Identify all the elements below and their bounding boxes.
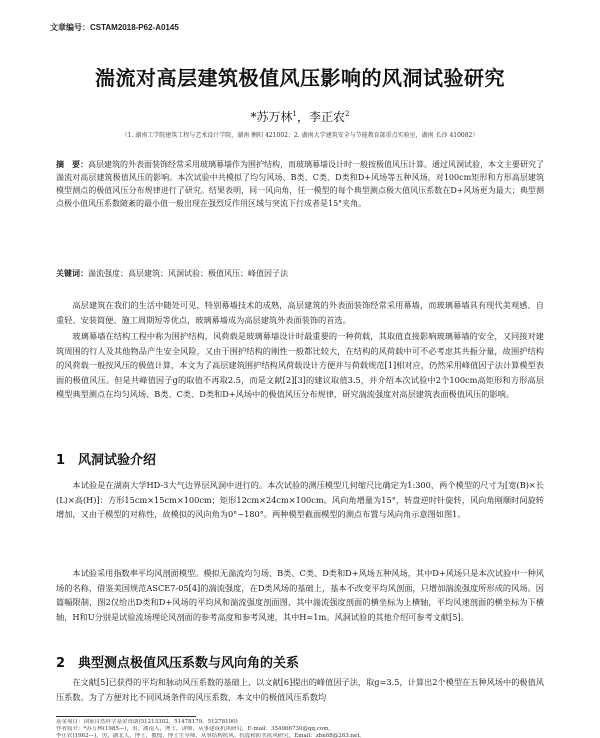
author-separator: ， [296,110,309,124]
section2-paragraph-1: 在文献[5]已获得的平均和脉动风压系数的基础上，以文献[6]提出的峰值因子法，取g=3.5，计算出2个模型在五种风场中的极值风压系数。为了方便对比不同风场条件的风压系数，本文中的极值风压系数均 [56,677,544,702]
author-name: 苏万林 [256,110,293,124]
article-number: 文章编号：CSTAM2018-P62-A0145 [50,23,179,32]
keywords-label: 关键词： [56,268,88,278]
footnote-rule [56,716,196,717]
section1-paragraph-2: 本试验采用指数率平均风剖面模型。模拟无湍流均匀场、B类、C类、D类和D+风场五种风场，其中D+风场只是本次试验中一种风场的名称，借鉴美国规范ASCE7-05[4]的湍流强度，在D类风场的基础上，基本不改变平均风剖面，只增加湍流强度所形成的风场。因篇幅限制，图2仅给出D类和D+风场的平均风和湍流强度剖面图，其中湍流强度剖面的横坐标为上横轴，平均风速剖面的横坐标为下横轴，H和U分别是试验流场理论风剖面的参考高度和参考风速，其中H=1m。风洞试验的其他介绍可参考文献[5]。 [56,568,544,622]
section-number: 1 [56,453,66,468]
author-mark: * [250,110,257,124]
intro-paragraph-2: 玻璃幕墙在结构工程中称为围护结构，风荷载是玻璃幕墙设计时最重要的一种荷载，其取值直接影响玻璃幕墙的安全，又同接对建筑周围的行人及其他物品产生安全风险，又由于围护结构的刚性一般都比较大，在结构的风荷载中可不必考虑其共振分量，故围护结构的风荷载一般按风压的极值计算，本文为了高层建筑围护结构风荷载设计方便并与荷载规范[1]相对应，仍然采用峰值因子法计算模型表面的极值风压。但是共峰值因子g的取值不再取2.5，而是文献[2][3]的建议取值3.5，并介绍本次试验中2个100cm高矩形和方形高层模型典型测点在均匀风场、B类、C类、D类和D+风场中的极值风压分布规律，研究湍流强度对高层建筑表面极值风压的影响。 [56,331,544,399]
paper-title: 湍流对高层建筑极值风压影响的风洞试验研究 [95,66,505,90]
footnotes [56,719,544,738]
footnote-author-2: 李正农(1962—)，男，湖北人，博士，教授，博士生导师，从事结构抗风、抗震和防水抗风研究。Email：zhn88@263.net。 [56,733,366,738]
section-number: 2 [56,656,66,671]
footnote-author-1: 作者简介：*苏万林(1985—)，男，湖南人，博士，讲师，从事建筑抗风研究。E-mail：354966730@qq.com。 [56,726,334,732]
keywords [56,267,544,280]
abstract-label: 摘 要： [56,159,88,169]
keywords-text: 湍流强度；高层建筑；风洞试验；极值风压；峰值因子法 [88,269,288,278]
section-heading-2 [56,652,544,671]
abstract [56,158,544,210]
affiliations: （1. 湖南工学院建筑工程与艺术设计学院，湖南 衡阳 421002；2. 湖南大学建筑安全与节能教育部重点实验室，湖南 长沙 410082） [121,132,479,139]
author-affil-sup: 1 [292,110,297,118]
author-affil-sup: 2 [345,110,350,118]
section1-paragraph-1: 本试验是在湖南大学HD-3大气边界层风洞中进行的。本次试验的测压模型几何缩尺比确定为1:300，两个模型的尺寸为[宽(B)×长(L)×高(H)]：方形15cm×15cm×100cm；矩形12cm×24cm×100cm。风向角增量为15°，转盘逆时针旋转，风向角刚顺时间旋转增加，又由于模型的对称性，故模拟的风向角为0°~180°。两种模型截面模型的测点布置与风向角示意图如图1。 [56,480,544,519]
footnote-funding: 基金项目：国家自然科学基金资助(51213302，51478179，51278190) [56,719,238,725]
intro-paragraph-1: 高层建筑在我们的生活中随处可见，特别幕墙技术的成熟，高层建筑的外表面装饰经常采用幕墙，而玻璃幕墙具有现代美观感、自重轻、安装简便、施工周期短等优点，玻璃幕墙成为高层建筑外表面装饰的首选。 [56,300,544,325]
section-heading-1 [56,449,544,468]
abstract-text: 高层建筑的外表面装饰经常采用玻璃幕墙作为围护结构，而玻璃幕墙设计时一般按极值风压计算。通过风洞试验，本文主要研究了湍流对高层建筑极值风压的影响。本次试验中共模拟了均匀风场、B类、C类、D类和D+风场等五种风场，对100cm矩形和方形高层建筑模型测点的极值风压分布规律进行了研究。结果表明，同一风向角，任一模型的每个典型测点极大值风压系数在D+风场更为最大；典型测点极小值风压系数随紊的最小值一般出现在强烈反作用区域与突流下行成者是15°夹角。 [56,160,544,208]
author-name: 李正农 [309,110,346,124]
section-title: 典型测点极值风压系数与风向角的关系 [78,656,300,671]
section-title: 风洞试验介绍 [78,453,157,468]
author-line [0,108,600,125]
